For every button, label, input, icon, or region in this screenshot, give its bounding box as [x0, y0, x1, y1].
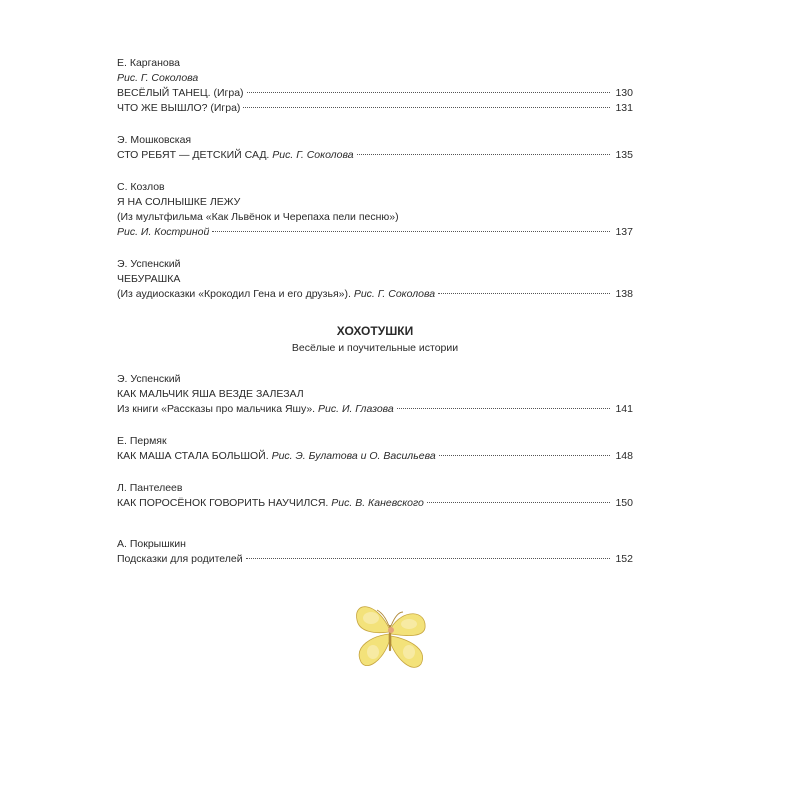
entry-text	[117, 287, 435, 302]
entry-text	[117, 148, 354, 163]
dot-leader	[439, 455, 610, 456]
entry-text	[117, 402, 394, 417]
illustrator-credit: Рис. Г. Соколова	[117, 72, 199, 84]
author-name: А. Покрышкин	[117, 538, 186, 550]
toc-block-final	[117, 537, 633, 567]
dot-leader	[247, 92, 610, 93]
toc-entry[interactable]	[117, 449, 633, 464]
author-name: Е. Пермяк	[117, 435, 167, 447]
page-number: 138	[615, 288, 633, 300]
entry-text	[117, 225, 209, 240]
toc-group	[117, 372, 633, 417]
section-title: ХОХОТУШКИ	[336, 324, 414, 338]
toc-group	[117, 180, 633, 240]
dot-leader	[427, 502, 610, 503]
page-number: 131	[615, 102, 633, 114]
page-number: 148	[615, 450, 633, 462]
page-number: 137	[615, 226, 633, 238]
toc-entry[interactable]	[117, 402, 633, 417]
entry-title: (Из аудиосказки «Крокодил Гена и его друзья»).	[117, 288, 351, 300]
toc-group	[117, 56, 633, 116]
section-subtitle: Весёлые и поучительные истории	[291, 342, 459, 354]
entry-title: КАК МАША СТАЛА БОЛЬШОЙ.	[117, 450, 269, 462]
entry-illustrator: Рис. В. Каневского	[331, 497, 424, 509]
dot-leader	[246, 558, 610, 559]
page-number: 141	[615, 403, 633, 415]
toc-entry[interactable]	[117, 225, 633, 240]
entry-title: ЧТО ЖЕ ВЫШЛО? (Игра)	[117, 102, 241, 114]
toc-block-poems	[117, 56, 633, 302]
work-title-line: (Из мультфильма «Как Львёнок и Черепаха пели песню»)	[117, 211, 399, 223]
toc-group	[117, 537, 633, 567]
toc-group	[117, 133, 633, 163]
author-name: Э. Успенский	[117, 258, 181, 270]
author-name: Э. Мошковская	[117, 134, 192, 146]
author-name: Е. Карганова	[117, 57, 181, 69]
dot-leader	[438, 293, 610, 294]
entry-text	[117, 86, 244, 101]
entry-text	[117, 449, 436, 464]
entry-title: Подсказки для родителей	[117, 553, 243, 565]
entry-text	[117, 101, 240, 116]
page-number: 135	[615, 149, 633, 161]
work-title-line: КАК МАЛЬЧИК ЯША ВЕЗДЕ ЗАЛЕЗАЛ	[117, 388, 304, 400]
page-number: 152	[615, 553, 633, 565]
toc-entry[interactable]	[117, 496, 633, 511]
toc-group	[117, 257, 633, 302]
page-number: 150	[615, 497, 633, 509]
entry-illustrator: Рис. И. Глазова	[318, 403, 394, 415]
toc-entry[interactable]	[117, 287, 633, 302]
toc-entry[interactable]	[117, 148, 633, 163]
entry-text	[117, 552, 243, 567]
entry-title: ВЕСЁЛЫЙ ТАНЕЦ. (Игра)	[117, 87, 244, 99]
entry-title: СТО РЕБЯТ — ДЕТСКИЙ САД.	[117, 149, 270, 161]
page-number: 130	[615, 87, 633, 99]
entry-illustrator: Рис. Г. Соколова	[272, 149, 354, 161]
work-title-line: Я НА СОЛНЫШКЕ ЛЕЖУ	[117, 196, 241, 208]
work-title-line: ЧЕБУРАШКА	[117, 273, 181, 285]
entry-title: КАК ПОРОСЁНОК ГОВОРИТЬ НАУЧИЛСЯ.	[117, 497, 329, 509]
dot-leader	[212, 231, 610, 232]
author-name: Э. Успенский	[117, 373, 181, 385]
entry-title: Из книги «Рассказы про мальчика Яшу».	[117, 403, 316, 415]
dot-leader	[243, 107, 610, 108]
toc-group	[117, 434, 633, 464]
entry-text	[117, 496, 424, 511]
entry-illustrator: Рис. И. Костриной	[117, 226, 210, 238]
entry-illustrator: Рис. Г. Соколова	[353, 288, 436, 300]
table-of-contents	[117, 56, 633, 584]
author-name: Л. Пантелеев	[117, 482, 183, 494]
author-name: С. Козлов	[117, 181, 165, 193]
dot-leader	[397, 408, 610, 409]
butterfly-icon	[345, 590, 435, 680]
toc-group	[117, 481, 633, 511]
toc-block-stories	[117, 372, 633, 511]
dot-leader	[357, 154, 610, 155]
entry-illustrator: Рис. Э. Булатова и О. Васильева	[271, 450, 436, 462]
toc-entry[interactable]	[117, 101, 633, 116]
toc-entry[interactable]	[117, 86, 633, 101]
toc-entry[interactable]	[117, 552, 633, 567]
section-header	[117, 324, 633, 356]
